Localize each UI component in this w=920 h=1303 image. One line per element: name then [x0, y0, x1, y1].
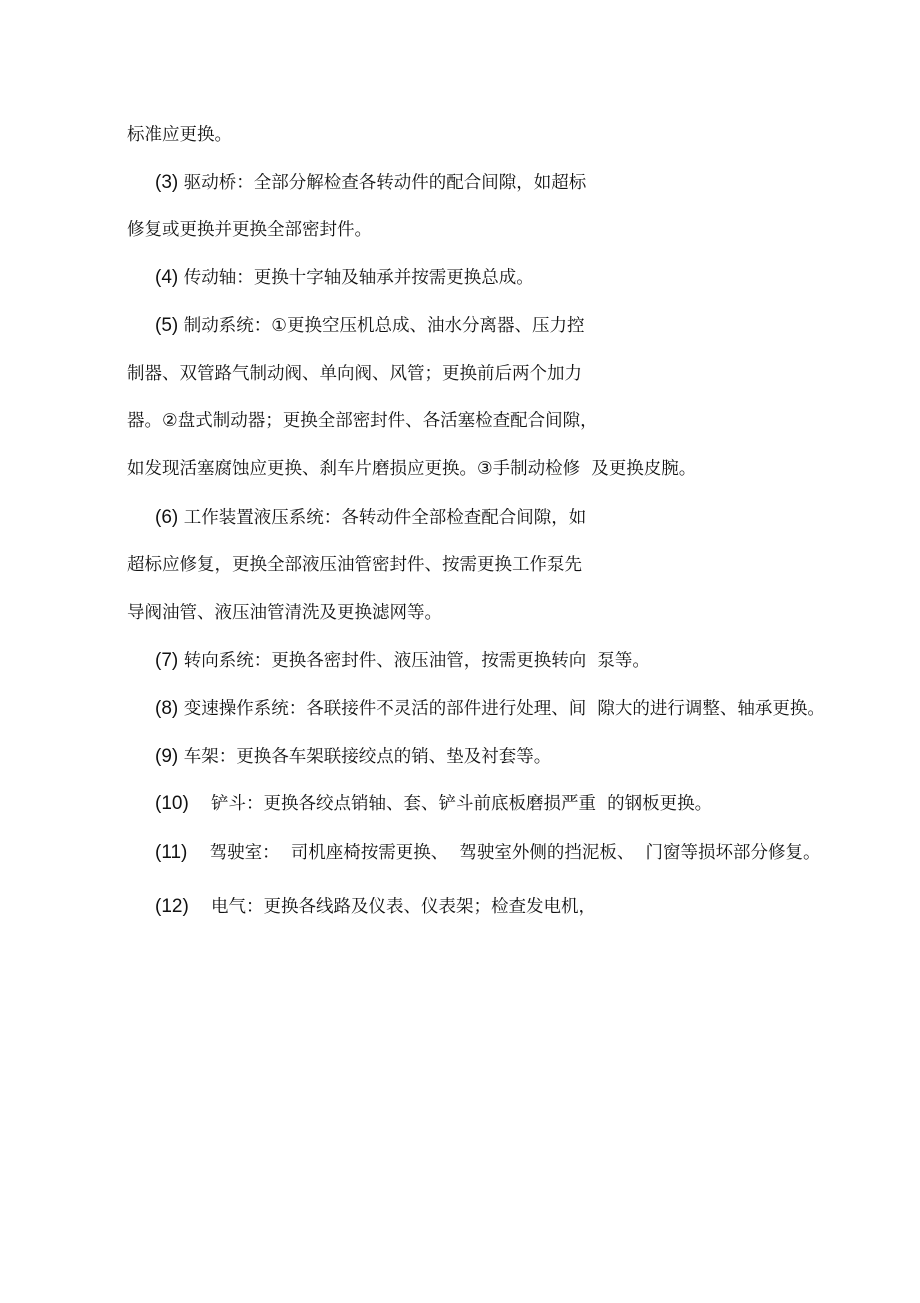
- list-item-12: [155, 895, 596, 919]
- line-text: 导阀油管、液压油管清洗及更换滤网等。: [127, 603, 442, 623]
- item-number: (3): [155, 172, 179, 193]
- line-text: 修复或更换并更换全部密封件。: [127, 220, 372, 240]
- list-item-9: [155, 745, 551, 769]
- list-item-6: [155, 506, 586, 530]
- item-number: (11): [155, 842, 188, 863]
- list-item-7: [155, 649, 650, 673]
- item-number: (12): [155, 896, 189, 917]
- list-item-8: [155, 697, 825, 721]
- line-text: 工作装置液压系统：各转动件全部检查配合间隙，如: [178, 508, 587, 528]
- text-line: [127, 409, 598, 433]
- line-text: 标准应更换。: [127, 125, 232, 145]
- line-text: 转向系统：更换各密封件、液压油管，按需更换转向 泵等。: [178, 651, 650, 671]
- line-text: 器。②盘式制动器；更换全部密封件、各活塞检查配合间隙，: [127, 411, 598, 431]
- text-line: [127, 123, 232, 147]
- item-number: (8): [155, 698, 179, 719]
- line-text: 驾驶室： 司机座椅按需更换、 驾驶室外侧的挡泥板、 门窗等损坏部分修复。: [187, 843, 821, 863]
- item-number: (7): [155, 650, 179, 671]
- text-line: [127, 601, 442, 625]
- line-text: 电气：更换各线路及仪表、仪表架；检查发电机，: [188, 897, 597, 917]
- item-number: (6): [155, 507, 179, 528]
- line-text: 制器、双管路气制动阀、单向阀、风管；更换前后两个加力: [127, 364, 582, 384]
- text-line: [127, 218, 372, 242]
- list-item-11: [155, 841, 821, 865]
- line-text: 变速操作系统：各联接件不灵活的部件进行处理、间 隙大的进行调整、轴承更换。: [178, 699, 825, 719]
- line-text: 驱动桥：全部分解检查各转动件的配合间隙，如超标: [178, 173, 587, 193]
- text-line: [127, 362, 582, 386]
- list-item-3: [155, 171, 586, 195]
- item-number: (5): [155, 315, 179, 336]
- item-number: (10): [155, 793, 189, 814]
- line-text: 超标应修复，更换全部液压油管密封件、按需更换工作泵先: [127, 555, 582, 575]
- line-text: 车架：更换各车架联接绞点的销、垫及衬套等。: [178, 747, 552, 767]
- list-item-5: [155, 314, 584, 338]
- line-text: 如发现活塞腐蚀应更换、刹车片磨损应更换。③手制动检修 及更换皮腕。: [127, 459, 697, 479]
- item-number: (4): [155, 267, 179, 288]
- text-line: [127, 457, 696, 481]
- text-line: [127, 553, 582, 577]
- line-text: 传动轴：更换十字轴及轴承并按需更换总成。: [178, 268, 534, 288]
- list-item-4: [155, 266, 534, 290]
- line-text: 铲斗：更换各绞点销轴、套、铲斗前底板磨损严重 的钢板更换。: [188, 794, 713, 814]
- line-text: 制动系统：①更换空压机总成、油水分离器、压力控: [178, 316, 585, 336]
- item-number: (9): [155, 746, 179, 767]
- list-item-10: [155, 792, 712, 816]
